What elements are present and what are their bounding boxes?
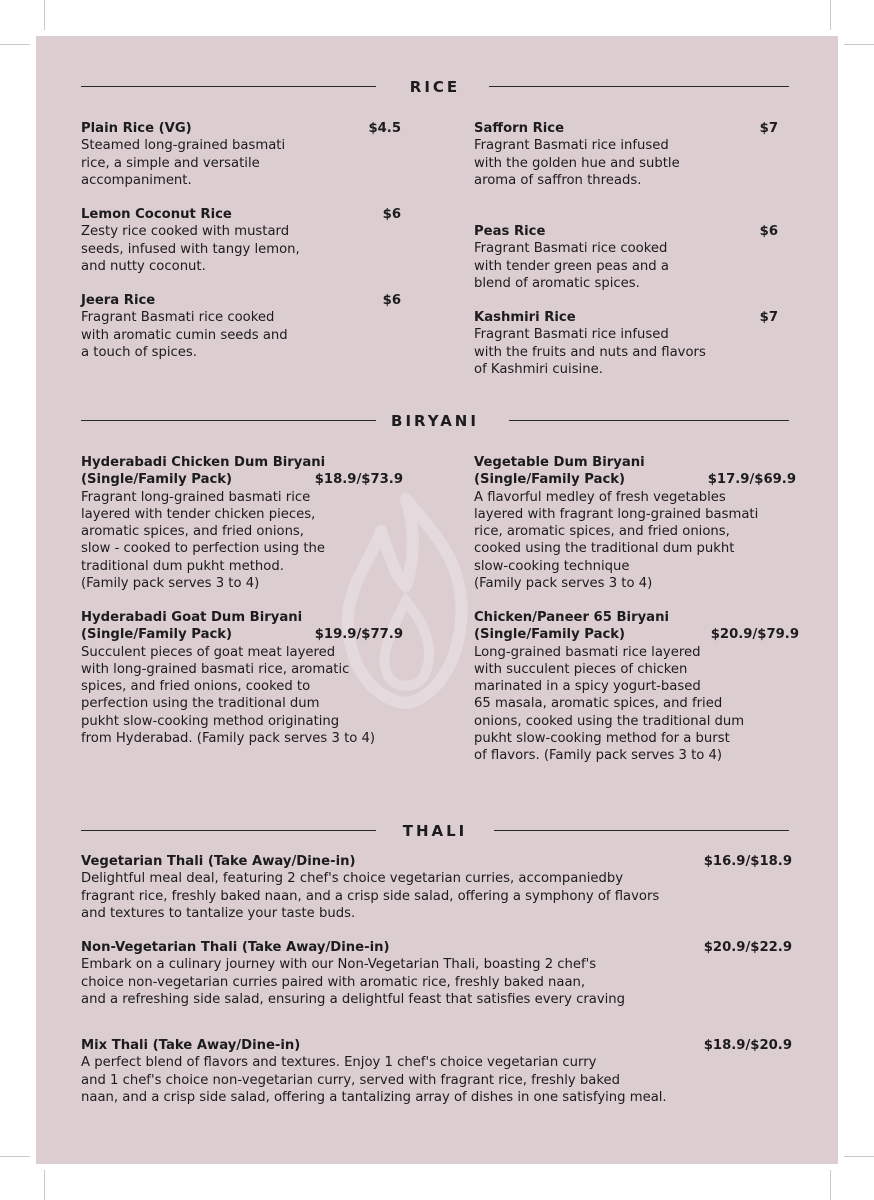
item-price: $4.5 [368,121,401,136]
crop-mark [0,1156,30,1157]
crop-mark [44,1170,45,1200]
menu-item [81,454,403,592]
divider [509,420,789,421]
section-title-rice: RICE [409,78,461,96]
item-description: Succulent pieces of goat meat layered with long-grained basmati rice, aromatic spices, and fried onions, cooked to perfection using the traditional dum pukht slow-cooking method originating from Hyderabad. (Family pack serves 3 to 4) [81,644,376,747]
item-price: $19.9/$77.9 [314,627,403,642]
item-price: $6 [382,207,401,222]
item-name: Lemon Coconut Rice [81,207,232,222]
menu-item [474,454,796,592]
menu-item [81,1037,792,1106]
item-description: Fragrant long-grained basmati rice layered with tender chicken pieces, aromatic spices, and fried onions, slow - cooked to perfection using the traditional dum pukht method. (Family pack serves 3 to 4) [81,489,326,592]
section-header-rice [81,77,789,97]
item-description: Embark on a culinary journey with our Non-Vegetarian Thali, boasting 2 chef's choice non-vegetarian curries paired with aromatic rice, freshly baked naan, and a refreshing side salad, ensuring a delightful feast that satisfies every craving [81,957,626,1007]
item-name: Non-Vegetarian Thali (Take Away/Dine-in) [81,940,390,955]
menu-item [474,309,778,378]
item-description: Fragrant Basmati rice cooked with aromatic cumin seeds and a touch of spices. [81,310,288,360]
item-name: Chicken/Paneer 65 Biryani (Single/Family Pack) [474,610,669,643]
item-price: $20.9/$79.9 [710,627,799,642]
item-name: Peas Rice [474,224,546,239]
crop-mark [44,0,45,30]
item-name: Vegetarian Thali (Take Away/Dine-in) [81,854,356,869]
menu-item [474,609,799,765]
item-description: Steamed long-grained basmati rice, a simple and versatile accompaniment. [81,138,286,188]
divider [494,830,789,831]
item-name: Plain Rice (VG) [81,121,192,136]
item-price: $7 [759,310,778,325]
crop-mark [830,1170,831,1200]
menu-item [81,609,403,747]
item-name: Mix Thali (Take Away/Dine-in) [81,1038,301,1053]
section-title-biryani: BIRYANI [391,412,479,430]
menu-item [81,292,401,361]
item-description: Fragrant Basmati rice infused with the golden hue and subtle aroma of saffron threads. [474,138,680,188]
crop-mark [0,44,30,45]
item-price: $18.9/$20.9 [703,1038,792,1053]
item-price: $6 [759,224,778,239]
item-price: $17.9/$69.9 [707,472,796,487]
menu-item [81,939,792,1008]
item-price: $20.9/$22.9 [703,940,792,955]
menu-item [81,120,401,189]
item-description: Long-grained basmati rice layered with succulent pieces of chicken marinated in a spicy yogurt-based 65 masala, aromatic spices, and fried onions, cooked using the traditional dum pukht slow-cooking method for a burst of flavors. (Family pack serves 3 to 4) [474,644,745,764]
item-price: $6 [382,293,401,308]
crop-mark [830,0,831,30]
item-price: $7 [759,121,778,136]
crop-mark [844,44,874,45]
item-name: Vegetable Dum Biryani (Single/Family Pack) [474,455,645,488]
menu-item [474,223,778,292]
item-description: Zesty rice cooked with mustard seeds, infused with tangy lemon, and nutty coconut. [81,224,300,274]
menu-item [474,120,778,189]
section-header-biryani [81,411,789,431]
crop-mark [844,1156,874,1157]
item-name: Jeera Rice [81,293,156,308]
item-description: Fragrant Basmati rice cooked with tender green peas and a blend of aromatic spices. [474,241,669,291]
item-name: Hyderabadi Goat Dum Biryani (Single/Family Pack) [81,610,303,643]
menu-item [81,206,401,275]
section-title-thali: THALI [402,822,468,840]
divider [489,86,789,87]
section-header-thali [81,821,789,841]
menu-page [36,36,838,1164]
item-description: Fragrant Basmati rice infused with the fruits and nuts and flavors of Kashmiri cuisine. [474,327,706,377]
item-price: $18.9/$73.9 [314,472,403,487]
item-name: Safforn Rice [474,121,565,136]
menu-item [81,853,792,922]
item-name: Kashmiri Rice [474,310,576,325]
item-description: A flavorful medley of fresh vegetables layered with fragrant long-grained basmati rice, aromatic spices, and fried onions, cooked using the traditional dum pukht slow-cooking technique (Family pack serves 3 to 4) [474,489,759,592]
item-description: A perfect blend of flavors and textures. Enjoy 1 chef's choice vegetarian curry and 1 chef's choice non-vegetarian curry, served with fragrant rice, freshly baked naan, and a crisp side salad, offering a tantalizing array of dishes in one satisfying meal. [81,1055,667,1105]
item-name: Hyderabadi Chicken Dum Biryani (Single/Family Pack) [81,455,326,488]
item-price: $16.9/$18.9 [703,854,792,869]
item-description: Delightful meal deal, featuring 2 chef's choice vegetarian curries, accompaniedby fragrant rice, freshly baked naan, and a crisp side salad, offering a symphony of flavors and textures to tantalize your taste buds. [81,871,660,921]
